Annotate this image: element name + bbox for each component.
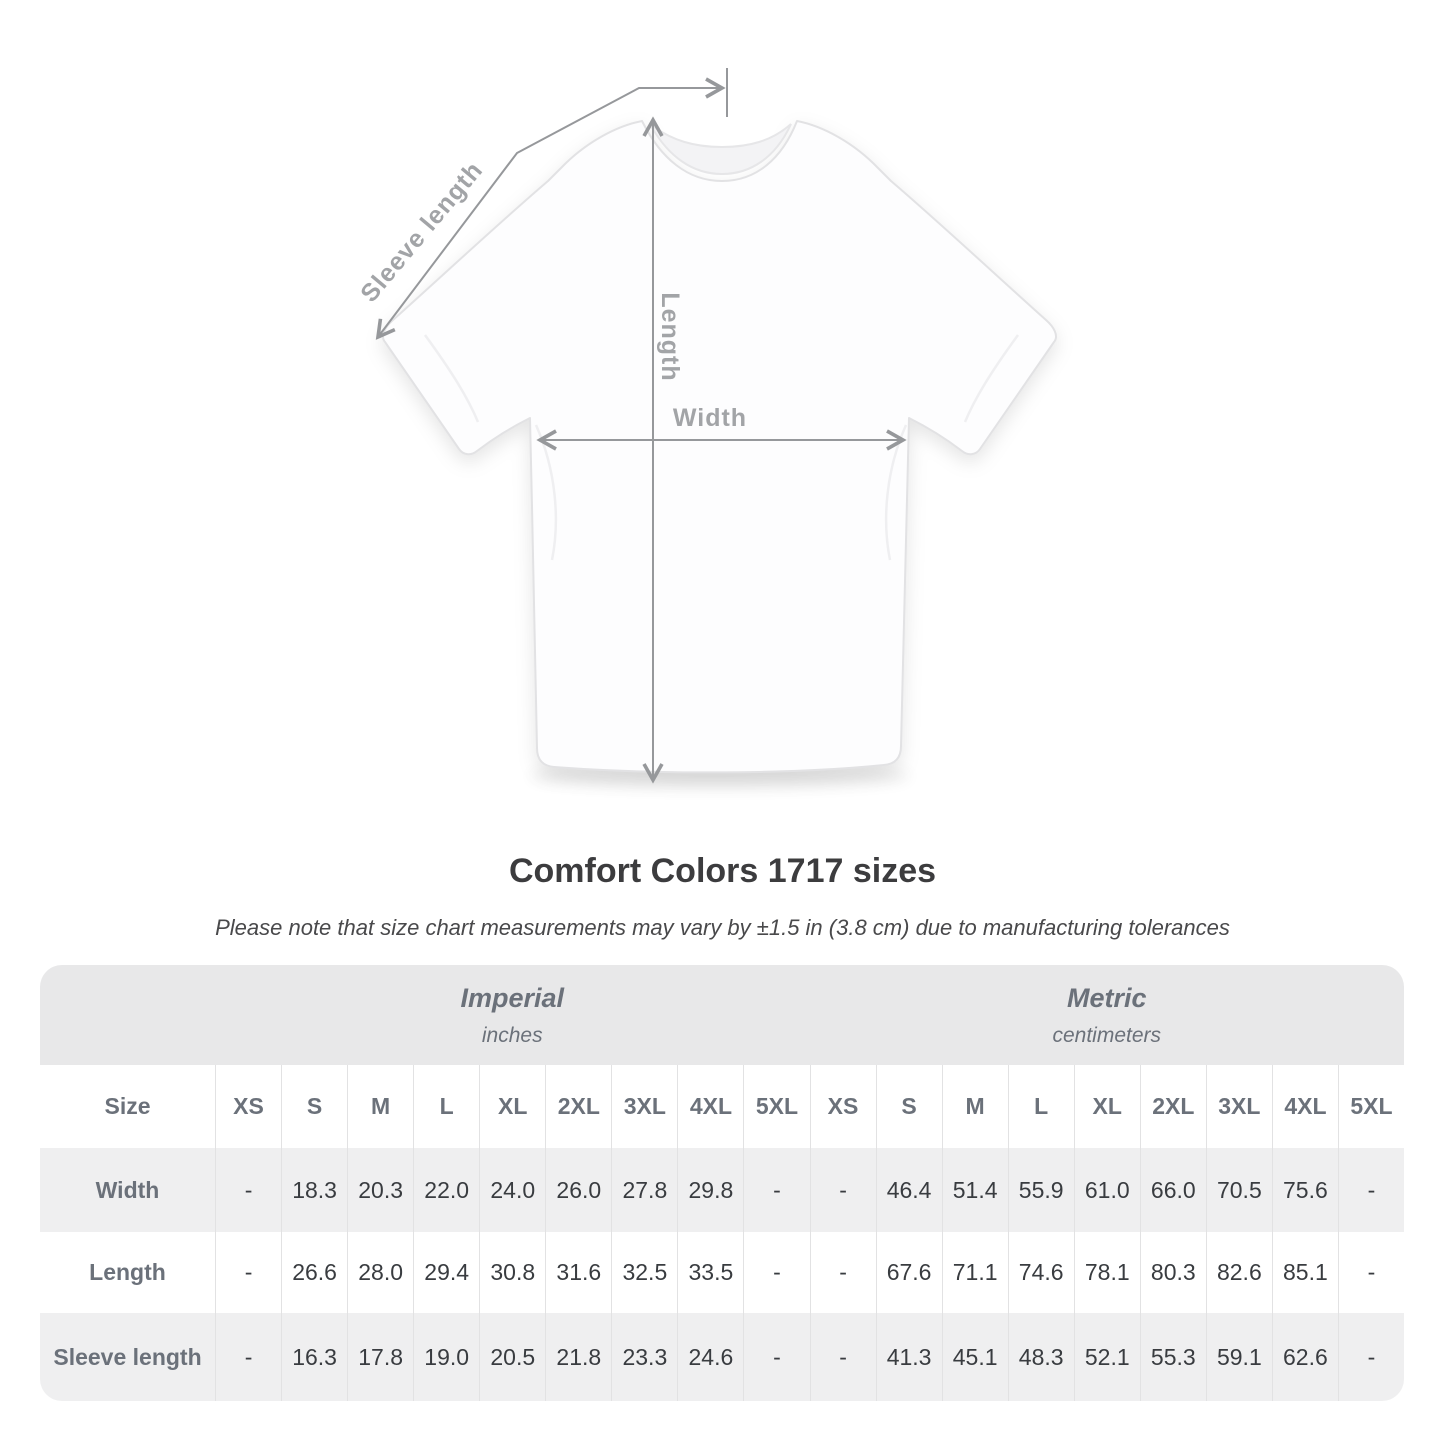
- size-col-header: 2XL: [1140, 1065, 1206, 1148]
- length-label: Length: [656, 292, 684, 382]
- value-cell: 82.6: [1206, 1232, 1272, 1313]
- value-cell: -: [1338, 1313, 1404, 1401]
- value-cell: 51.4: [942, 1148, 1008, 1232]
- size-col-header: XS: [215, 1065, 281, 1148]
- value-cell: 16.3: [281, 1313, 347, 1401]
- tshirt-image: [383, 121, 1056, 772]
- value-cell: 59.1: [1206, 1313, 1272, 1401]
- value-cell: 19.0: [413, 1313, 479, 1401]
- header-band-corner: [40, 965, 215, 1065]
- value-cell: 70.5: [1206, 1148, 1272, 1232]
- value-cell: 21.8: [545, 1313, 611, 1401]
- value-cell: -: [215, 1232, 281, 1313]
- value-cell: 66.0: [1140, 1148, 1206, 1232]
- size-col-header: XL: [479, 1065, 545, 1148]
- width-label: Width: [672, 404, 748, 432]
- value-cell: 24.6: [677, 1313, 743, 1401]
- size-col-header: S: [281, 1065, 347, 1148]
- value-cell: 33.5: [677, 1232, 743, 1313]
- value-cell: 29.8: [677, 1148, 743, 1232]
- size-table: [40, 965, 1404, 1401]
- size-col-header: L: [1008, 1065, 1074, 1148]
- metric-unit-label: centimeters: [1052, 1023, 1162, 1047]
- value-cell: 45.1: [942, 1313, 1008, 1401]
- size-col-header: 3XL: [611, 1065, 677, 1148]
- size-col-header: L: [413, 1065, 479, 1148]
- page-title: Comfort Colors 1717 sizes: [508, 852, 937, 890]
- value-cell: 32.5: [611, 1232, 677, 1313]
- value-cell: 24.0: [479, 1148, 545, 1232]
- value-cell: -: [810, 1313, 876, 1401]
- value-cell: 46.4: [876, 1148, 942, 1232]
- value-cell: -: [215, 1148, 281, 1232]
- value-cell: -: [810, 1232, 876, 1313]
- metric-label: Metric: [1066, 982, 1147, 1013]
- size-col-header: 4XL: [677, 1065, 743, 1148]
- value-cell: 27.8: [611, 1148, 677, 1232]
- value-cell: 85.1: [1272, 1232, 1338, 1313]
- size-col-header: 4XL: [1272, 1065, 1338, 1148]
- value-cell: 28.0: [347, 1232, 413, 1313]
- value-cell: -: [743, 1148, 809, 1232]
- size-col-header: M: [942, 1065, 1008, 1148]
- value-cell: 18.3: [281, 1148, 347, 1232]
- value-cell: 74.6: [1008, 1232, 1074, 1313]
- value-cell: 20.3: [347, 1148, 413, 1232]
- value-cell: -: [810, 1148, 876, 1232]
- value-cell: 26.0: [545, 1148, 611, 1232]
- size-col-header: 5XL: [743, 1065, 809, 1148]
- value-cell: 41.3: [876, 1313, 942, 1401]
- size-col-header: 2XL: [545, 1065, 611, 1148]
- value-cell: -: [1338, 1148, 1404, 1232]
- size-col-header: M: [347, 1065, 413, 1148]
- size-col-header: XL: [1074, 1065, 1140, 1148]
- row-label: Length: [40, 1232, 215, 1313]
- value-cell: 30.8: [479, 1232, 545, 1313]
- value-cell: 22.0: [413, 1148, 479, 1232]
- value-cell: 26.6: [281, 1232, 347, 1313]
- imperial-unit-label: inches: [481, 1023, 543, 1047]
- value-cell: 20.5: [479, 1313, 545, 1401]
- value-cell: 17.8: [347, 1313, 413, 1401]
- row-label: Sleeve length: [40, 1313, 215, 1401]
- tshirt-body: [383, 121, 1056, 772]
- value-cell: 80.3: [1140, 1232, 1206, 1313]
- value-cell: -: [743, 1232, 809, 1313]
- value-cell: 55.3: [1140, 1313, 1206, 1401]
- metric-section-header: [810, 965, 1405, 1065]
- value-cell: 48.3: [1008, 1313, 1074, 1401]
- row-label: Width: [40, 1148, 215, 1232]
- value-cell: 52.1: [1074, 1313, 1140, 1401]
- value-cell: 67.6: [876, 1232, 942, 1313]
- tolerance-note: Please note that size chart measurements may vary by ±1.5 in (3.8 cm) due to manufacturing tolerances: [215, 915, 1230, 940]
- size-column-header: Size: [40, 1065, 215, 1148]
- value-cell: -: [743, 1313, 809, 1401]
- sleeve-length-label: Sleeve length: [355, 156, 489, 308]
- size-col-header: 5XL: [1338, 1065, 1404, 1148]
- value-cell: 23.3: [611, 1313, 677, 1401]
- imperial-section-header: [215, 965, 810, 1065]
- size-col-header: 3XL: [1206, 1065, 1272, 1148]
- size-col-header: XS: [810, 1065, 876, 1148]
- value-cell: 55.9: [1008, 1148, 1074, 1232]
- value-cell: -: [215, 1313, 281, 1401]
- size-col-header: S: [876, 1065, 942, 1148]
- value-cell: 78.1: [1074, 1232, 1140, 1313]
- value-cell: 75.6: [1272, 1148, 1338, 1232]
- value-cell: 61.0: [1074, 1148, 1140, 1232]
- value-cell: 31.6: [545, 1232, 611, 1313]
- value-cell: 29.4: [413, 1232, 479, 1313]
- imperial-label: Imperial: [460, 982, 565, 1013]
- value-cell: -: [1338, 1232, 1404, 1313]
- value-cell: 71.1: [942, 1232, 1008, 1313]
- value-cell: 62.6: [1272, 1313, 1338, 1401]
